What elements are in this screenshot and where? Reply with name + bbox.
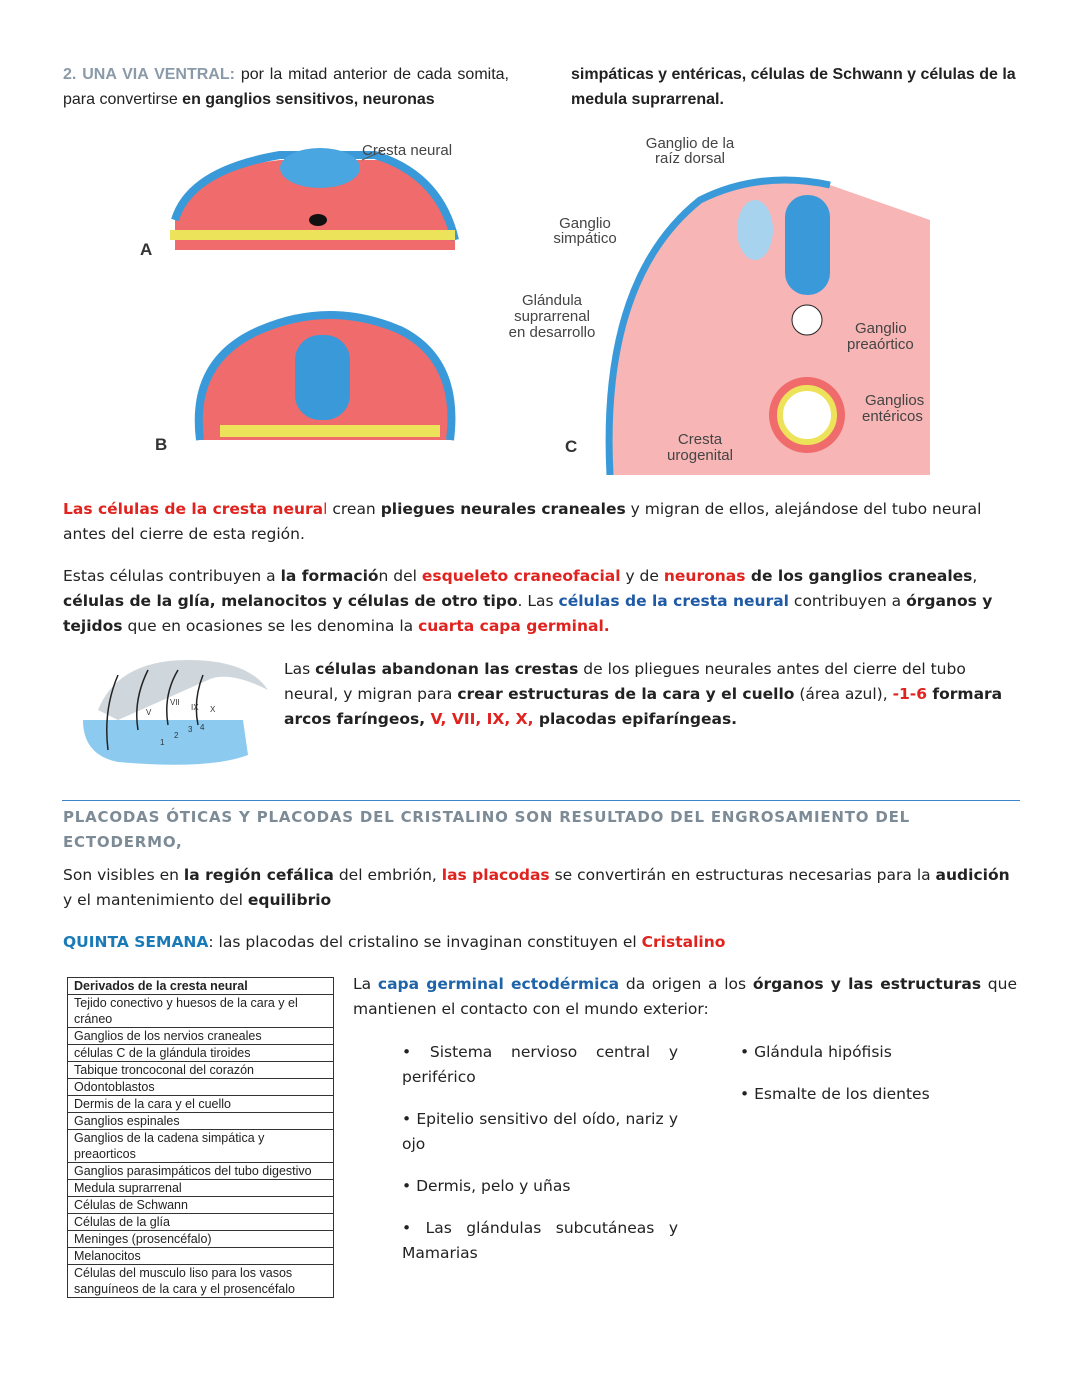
table-cell: Odontoblastos — [68, 1079, 334, 1096]
text: que en ocasiones se les denomina la — [122, 617, 419, 635]
endoderm-a — [170, 230, 455, 240]
label-2: 2 — [174, 731, 179, 740]
label-adrenal-3: en desarrollo — [508, 324, 596, 341]
table-cell: Melanocitos — [68, 1248, 334, 1265]
label-vii: VII — [170, 698, 180, 707]
table-body — [68, 995, 334, 1298]
paragraph-cresta-craneal — [63, 497, 1018, 547]
table-cell: células C de la glándula tiroides — [68, 1045, 334, 1062]
text-bold: audición — [935, 866, 1010, 884]
text-red: V, VII, IX, X, — [425, 710, 534, 728]
text-red: las placodas — [441, 866, 550, 884]
via-ventral-heading: 2. UNA VIA VENTRAL: — [63, 66, 235, 83]
text-blue: QUINTA SEMANA — [63, 933, 209, 951]
table-row — [68, 1214, 334, 1231]
label-3: 3 — [188, 725, 193, 734]
table-row — [68, 1045, 334, 1062]
text-bold: la formació — [280, 567, 379, 585]
text: y el mantenimiento del — [63, 891, 248, 909]
text-blue: células de la cresta neural — [558, 592, 789, 610]
label-1: 1 — [160, 738, 165, 747]
list-item: • Dermis, pelo y uñas — [402, 1177, 571, 1195]
text-blue: capa germinal ectodérmica — [377, 975, 620, 993]
table-row — [68, 1163, 334, 1180]
label-enteric: Ganglios — [865, 392, 925, 409]
label-v: V — [146, 708, 152, 717]
neural-plate-a — [280, 148, 360, 188]
text: n del — [378, 567, 422, 585]
table-cell: Tabique troncoconal del corazón — [68, 1062, 334, 1079]
table-cell: Ganglios de los nervios craneales — [68, 1028, 334, 1045]
text: contribuyen a — [789, 592, 907, 610]
table-row — [68, 1062, 334, 1079]
text: da origen a los — [619, 975, 753, 993]
table-row — [68, 1028, 334, 1045]
table-cell: Células de la glía — [68, 1214, 334, 1231]
table-cell: Tejido conectivo y huesos de la cara y el cráneo — [68, 995, 334, 1028]
section-heading: PLACODAS ÓTICAS Y PLACODAS DEL CRISTALINO SON RESULTADO DEL ENGROSAMIENTO DEL ECTODERMO, — [63, 808, 911, 851]
table-row — [68, 1096, 334, 1113]
text-bold: órganos y tejidos — [63, 592, 993, 635]
paragraph-contribucion — [63, 564, 1018, 639]
text: Las — [284, 660, 316, 678]
table-row — [68, 1265, 334, 1298]
text-red: esqueleto craneofacial — [421, 567, 621, 585]
label-urogenital-2: urogenital — [667, 447, 733, 464]
label-sympathetic-2: simpático — [553, 230, 617, 247]
aorta — [792, 305, 822, 335]
text-bold: en ganglios sensitivos, neuronas — [182, 91, 435, 108]
text-bold: de los ganglios craneales — [745, 567, 973, 585]
label-dorsal-ganglion-2: raíz dorsal — [654, 150, 726, 167]
label-urogenital: Cresta — [677, 431, 723, 448]
label-a: A — [140, 240, 153, 259]
text-red: l — [323, 500, 328, 518]
text-red: neuronas — [663, 567, 746, 585]
table-row — [68, 1130, 334, 1163]
table-header: Derivados de la cresta neural — [68, 978, 334, 995]
list-item: • Esmalte de los dientes — [740, 1085, 930, 1103]
paragraph-quinta-semana — [63, 930, 1018, 955]
embryo-head — [98, 660, 268, 720]
text-bold: formara arcos faríngeos, — [284, 685, 1003, 728]
label-x: X — [210, 705, 216, 714]
table-cell: Células del musculo liso para los vasos sanguíneos de la cara y el prosencéfalo — [68, 1265, 334, 1298]
table-cell: Dermis de la cara y el cuello — [68, 1096, 334, 1113]
list-item: • Las glándulas subcutáneas y Mamarias — [402, 1219, 678, 1262]
table-row — [68, 1248, 334, 1265]
table-cell: Meninges (prosencéfalo) — [68, 1231, 334, 1248]
text-bold: células de la glía, melanocitos y células de otro tipo — [63, 592, 518, 610]
text: Son visibles en — [63, 866, 184, 884]
text-red: Cristalino — [641, 933, 726, 951]
neural-crest-figure-c — [500, 130, 940, 475]
text-red: cuarta capa germinal. — [418, 617, 610, 635]
label-c: C — [565, 437, 578, 456]
neural-tube-b — [295, 335, 350, 420]
text-bold: células abandonan las crestas — [315, 660, 579, 678]
table-row — [68, 995, 334, 1028]
text-bold: pliegues neurales craneales — [380, 500, 626, 518]
label-cresta-neural: Cresta neural — [362, 142, 453, 159]
text-bold: placodas epifaríngeas. — [533, 710, 738, 728]
text: de los pliegues neurales antes del cierre del tubo neural, y migran para — [284, 660, 966, 703]
list-item: • Glándula hipófisis — [740, 1043, 892, 1061]
table-row — [68, 1079, 334, 1096]
dorsal-ganglion — [737, 200, 773, 260]
text: La — [353, 975, 378, 993]
table-row — [68, 1197, 334, 1214]
text: del embrión, — [333, 866, 442, 884]
label-4: 4 — [200, 723, 205, 732]
label-preaortic: Ganglio — [855, 320, 907, 337]
paragraph-ectoderm — [353, 972, 1017, 1022]
paragraph-placodas — [63, 863, 1018, 913]
table-row — [68, 1180, 334, 1197]
label-sympathetic: Ganglio — [559, 215, 611, 232]
table-cell: Medula suprarrenal — [68, 1180, 334, 1197]
intro-right: simpáticas y entéricas, células de Schwann y células de la medula suprarrenal. — [571, 66, 1016, 108]
text: Estas células contribuyen a — [63, 567, 281, 585]
text: que mantienen el contacto con el mundo exterior: — [353, 975, 1018, 1018]
notochord-a — [309, 214, 327, 226]
label-enteric-2: entéricos — [862, 408, 923, 425]
paragraph-migracion — [284, 657, 1018, 732]
text: y de — [620, 567, 664, 585]
label-ix: IX — [191, 703, 199, 712]
text: crean — [327, 500, 381, 518]
list-left — [402, 1040, 678, 1266]
text-bold: equilibrio — [247, 891, 332, 909]
text: , — [972, 567, 978, 585]
neural-tube-c — [785, 195, 830, 295]
neural-crest-figure-ab — [130, 130, 480, 470]
label-b: B — [155, 435, 168, 454]
table-cell: Ganglios de la cadena simpática y preaorticos — [68, 1130, 334, 1163]
text: (área azul), — [794, 685, 893, 703]
text: y migran de ellos, alejándose del tubo neural antes del cierre de esta región. — [63, 500, 982, 543]
derivatives-table — [67, 977, 334, 1298]
table-row — [68, 1231, 334, 1248]
list-item: • Epitelio sensitivo del oído, nariz y ojo — [402, 1110, 678, 1153]
pharyngeal-arches-figure — [78, 650, 273, 775]
table-cell: Ganglios parasimpáticos del tubo digestivo — [68, 1163, 334, 1180]
text-bold: órganos y las estructuras — [752, 975, 982, 993]
gut-lumen — [780, 388, 834, 442]
text: por la mitad anterior de cada somita, para convertirse — [63, 66, 509, 108]
text-bold: crear estructuras de la cara y el cuello — [457, 685, 795, 703]
table-row — [68, 1113, 334, 1130]
text: se convertirán en estructuras necesarias para la — [549, 866, 936, 884]
label-dorsal-ganglion: Ganglio de la — [645, 135, 735, 152]
table-cell: Ganglios espinales — [68, 1113, 334, 1130]
text-red: Las células de la cresta neura — [63, 500, 324, 518]
text-red: -1-6 — [892, 685, 927, 703]
table-cell: Células de Schwann — [68, 1197, 334, 1214]
section-divider — [62, 800, 1020, 801]
intro-left — [63, 62, 509, 112]
list-item: • Sistema nervioso central y periférico — [402, 1043, 678, 1086]
list-right — [740, 1040, 1010, 1107]
label-preaortic-2: preaórtico — [847, 336, 914, 353]
text: : las placodas del cristalino se invaginan constituyen el — [208, 933, 642, 951]
text-bold: la región cefálica — [183, 866, 334, 884]
label-adrenal: Glándula — [521, 292, 583, 309]
label-adrenal-2: suprarrenal — [514, 308, 590, 325]
endoderm-b — [220, 425, 440, 437]
text: . Las — [517, 592, 559, 610]
